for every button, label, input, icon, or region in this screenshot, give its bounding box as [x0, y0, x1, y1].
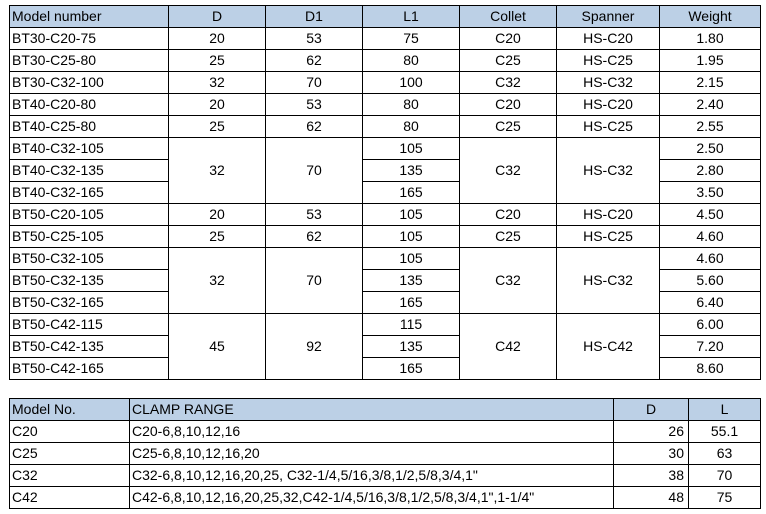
l1-cell: 135 [363, 160, 460, 182]
l1-cell: 135 [363, 336, 460, 358]
header-clamp-range: CLAMP RANGE [130, 399, 614, 421]
weight-cell: 2.80 [660, 160, 761, 182]
weight-cell: 2.15 [660, 72, 761, 94]
table-row [10, 28, 761, 50]
weight-cell: 4.60 [660, 226, 761, 248]
d-cell: 38 [614, 465, 689, 487]
weight-cell: 2.40 [660, 94, 761, 116]
d-cell: 32 [169, 72, 266, 94]
table-row [10, 314, 761, 336]
model-cell: BT50-C20-105 [10, 204, 169, 226]
weight-cell: 3.50 [660, 182, 761, 204]
d-cell: 25 [169, 50, 266, 72]
spanner-cell: HS-C20 [557, 28, 660, 50]
header-model-no: Model No. [10, 399, 130, 421]
spanner-cell: HS-C25 [557, 226, 660, 248]
l1-cell: 165 [363, 182, 460, 204]
table-row [10, 72, 761, 94]
spanner-cell: HS-C20 [557, 204, 660, 226]
table-row [10, 248, 761, 270]
model-cell: BT40-C32-135 [10, 160, 169, 182]
model-cell: BT30-C25-80 [10, 50, 169, 72]
header-d: D [614, 399, 689, 421]
header-model-number: Model number [10, 6, 169, 28]
l1-cell: 75 [363, 28, 460, 50]
model-cell: BT50-C42-115 [10, 314, 169, 336]
l1-cell: 165 [363, 292, 460, 314]
table-row [10, 421, 761, 443]
d1-cell: 62 [266, 116, 363, 138]
d-cell: 26 [614, 421, 689, 443]
collet-cell: C20 [460, 204, 557, 226]
weight-cell: 4.50 [660, 204, 761, 226]
model-cell: BT40-C25-80 [10, 116, 169, 138]
table-row [10, 443, 761, 465]
table-row [10, 138, 761, 160]
collet-cell: C32 [460, 72, 557, 94]
model-cell: C42 [10, 487, 130, 509]
model-cell: C32 [10, 465, 130, 487]
d-cell: 30 [614, 443, 689, 465]
weight-cell: 6.00 [660, 314, 761, 336]
d-cell: 32 [169, 248, 266, 314]
weight-cell: 6.40 [660, 292, 761, 314]
d1-cell: 92 [266, 314, 363, 380]
model-cell: BT50-C42-135 [10, 336, 169, 358]
holder-spec-table [9, 5, 761, 380]
spanner-cell: HS-C25 [557, 50, 660, 72]
header-weight: Weight [660, 6, 761, 28]
header-d1: D1 [266, 6, 363, 28]
table-row [10, 487, 761, 509]
d1-cell: 53 [266, 28, 363, 50]
clamp-range-cell: C20-6,8,10,12,16 [130, 421, 614, 443]
header-l: L [689, 399, 761, 421]
weight-cell: 1.80 [660, 28, 761, 50]
l1-cell: 115 [363, 314, 460, 336]
l1-cell: 80 [363, 50, 460, 72]
model-cell: BT30-C32-100 [10, 72, 169, 94]
model-cell: BT40-C32-165 [10, 182, 169, 204]
model-cell: C20 [10, 421, 130, 443]
weight-cell: 4.60 [660, 248, 761, 270]
d1-cell: 53 [266, 94, 363, 116]
d-cell: 20 [169, 28, 266, 50]
collet-cell: C25 [460, 50, 557, 72]
d1-cell: 62 [266, 50, 363, 72]
d-cell: 25 [169, 116, 266, 138]
spanner-cell: HS-C32 [557, 72, 660, 94]
l-cell: 75 [689, 487, 761, 509]
model-cell: BT50-C25-105 [10, 226, 169, 248]
model-cell: BT50-C32-135 [10, 270, 169, 292]
collet-clamp-table [9, 398, 761, 509]
l1-cell: 80 [363, 94, 460, 116]
l1-cell: 100 [363, 72, 460, 94]
model-cell: BT50-C32-105 [10, 248, 169, 270]
d1-cell: 62 [266, 226, 363, 248]
l-cell: 63 [689, 443, 761, 465]
d1-cell: 70 [266, 72, 363, 94]
d-cell: 32 [169, 138, 266, 204]
spanner-cell: HS-C32 [557, 138, 660, 204]
header-spanner: Spanner [557, 6, 660, 28]
table-row [10, 204, 761, 226]
weight-cell: 8.60 [660, 358, 761, 380]
l1-cell: 105 [363, 138, 460, 160]
collet-cell: C25 [460, 116, 557, 138]
table-row [10, 94, 761, 116]
table-row [10, 226, 761, 248]
l-cell: 55.1 [689, 421, 761, 443]
header-l1: L1 [363, 6, 460, 28]
spanner-cell: HS-C20 [557, 94, 660, 116]
collet-cell: C32 [460, 138, 557, 204]
d1-cell: 70 [266, 138, 363, 204]
l1-cell: 135 [363, 270, 460, 292]
clamp-range-cell: C25-6,8,10,12,16,20 [130, 443, 614, 465]
l1-cell: 105 [363, 204, 460, 226]
clamp-range-cell: C32-6,8,10,12,16,20,25, C32-1/4,5/16,3/8,1/2,5/8,3/4,1" [130, 465, 614, 487]
d-cell: 48 [614, 487, 689, 509]
header-row [10, 399, 761, 421]
header-d: D [169, 6, 266, 28]
d1-cell: 53 [266, 204, 363, 226]
spanner-cell: HS-C25 [557, 116, 660, 138]
spanner-cell: HS-C32 [557, 248, 660, 314]
header-collet: Collet [460, 6, 557, 28]
weight-cell: 2.55 [660, 116, 761, 138]
spanner-cell: HS-C42 [557, 314, 660, 380]
l1-cell: 105 [363, 248, 460, 270]
l-cell: 70 [689, 465, 761, 487]
collet-cell: C25 [460, 226, 557, 248]
weight-cell: 7.20 [660, 336, 761, 358]
table-row [10, 50, 761, 72]
collet-cell: C20 [460, 94, 557, 116]
d-cell: 20 [169, 204, 266, 226]
header-row [10, 6, 761, 28]
l1-cell: 165 [363, 358, 460, 380]
collet-cell: C20 [460, 28, 557, 50]
d-cell: 45 [169, 314, 266, 380]
weight-cell: 5.60 [660, 270, 761, 292]
collet-cell: C42 [460, 314, 557, 380]
l1-cell: 105 [363, 226, 460, 248]
model-cell: BT40-C32-105 [10, 138, 169, 160]
d-cell: 25 [169, 226, 266, 248]
table-row [10, 116, 761, 138]
model-cell: BT50-C42-165 [10, 358, 169, 380]
table-row [10, 465, 761, 487]
model-cell: BT50-C32-165 [10, 292, 169, 314]
d-cell: 20 [169, 94, 266, 116]
weight-cell: 1.95 [660, 50, 761, 72]
l1-cell: 80 [363, 116, 460, 138]
model-cell: C25 [10, 443, 130, 465]
clamp-range-cell: C42-6,8,10,12,16,20,25,32,C42-1/4,5/16,3/8,1/2,5/8,3/4,1",1-1/4" [130, 487, 614, 509]
model-cell: BT40-C20-80 [10, 94, 169, 116]
weight-cell: 2.50 [660, 138, 761, 160]
collet-cell: C32 [460, 248, 557, 314]
model-cell: BT30-C20-75 [10, 28, 169, 50]
d1-cell: 70 [266, 248, 363, 314]
